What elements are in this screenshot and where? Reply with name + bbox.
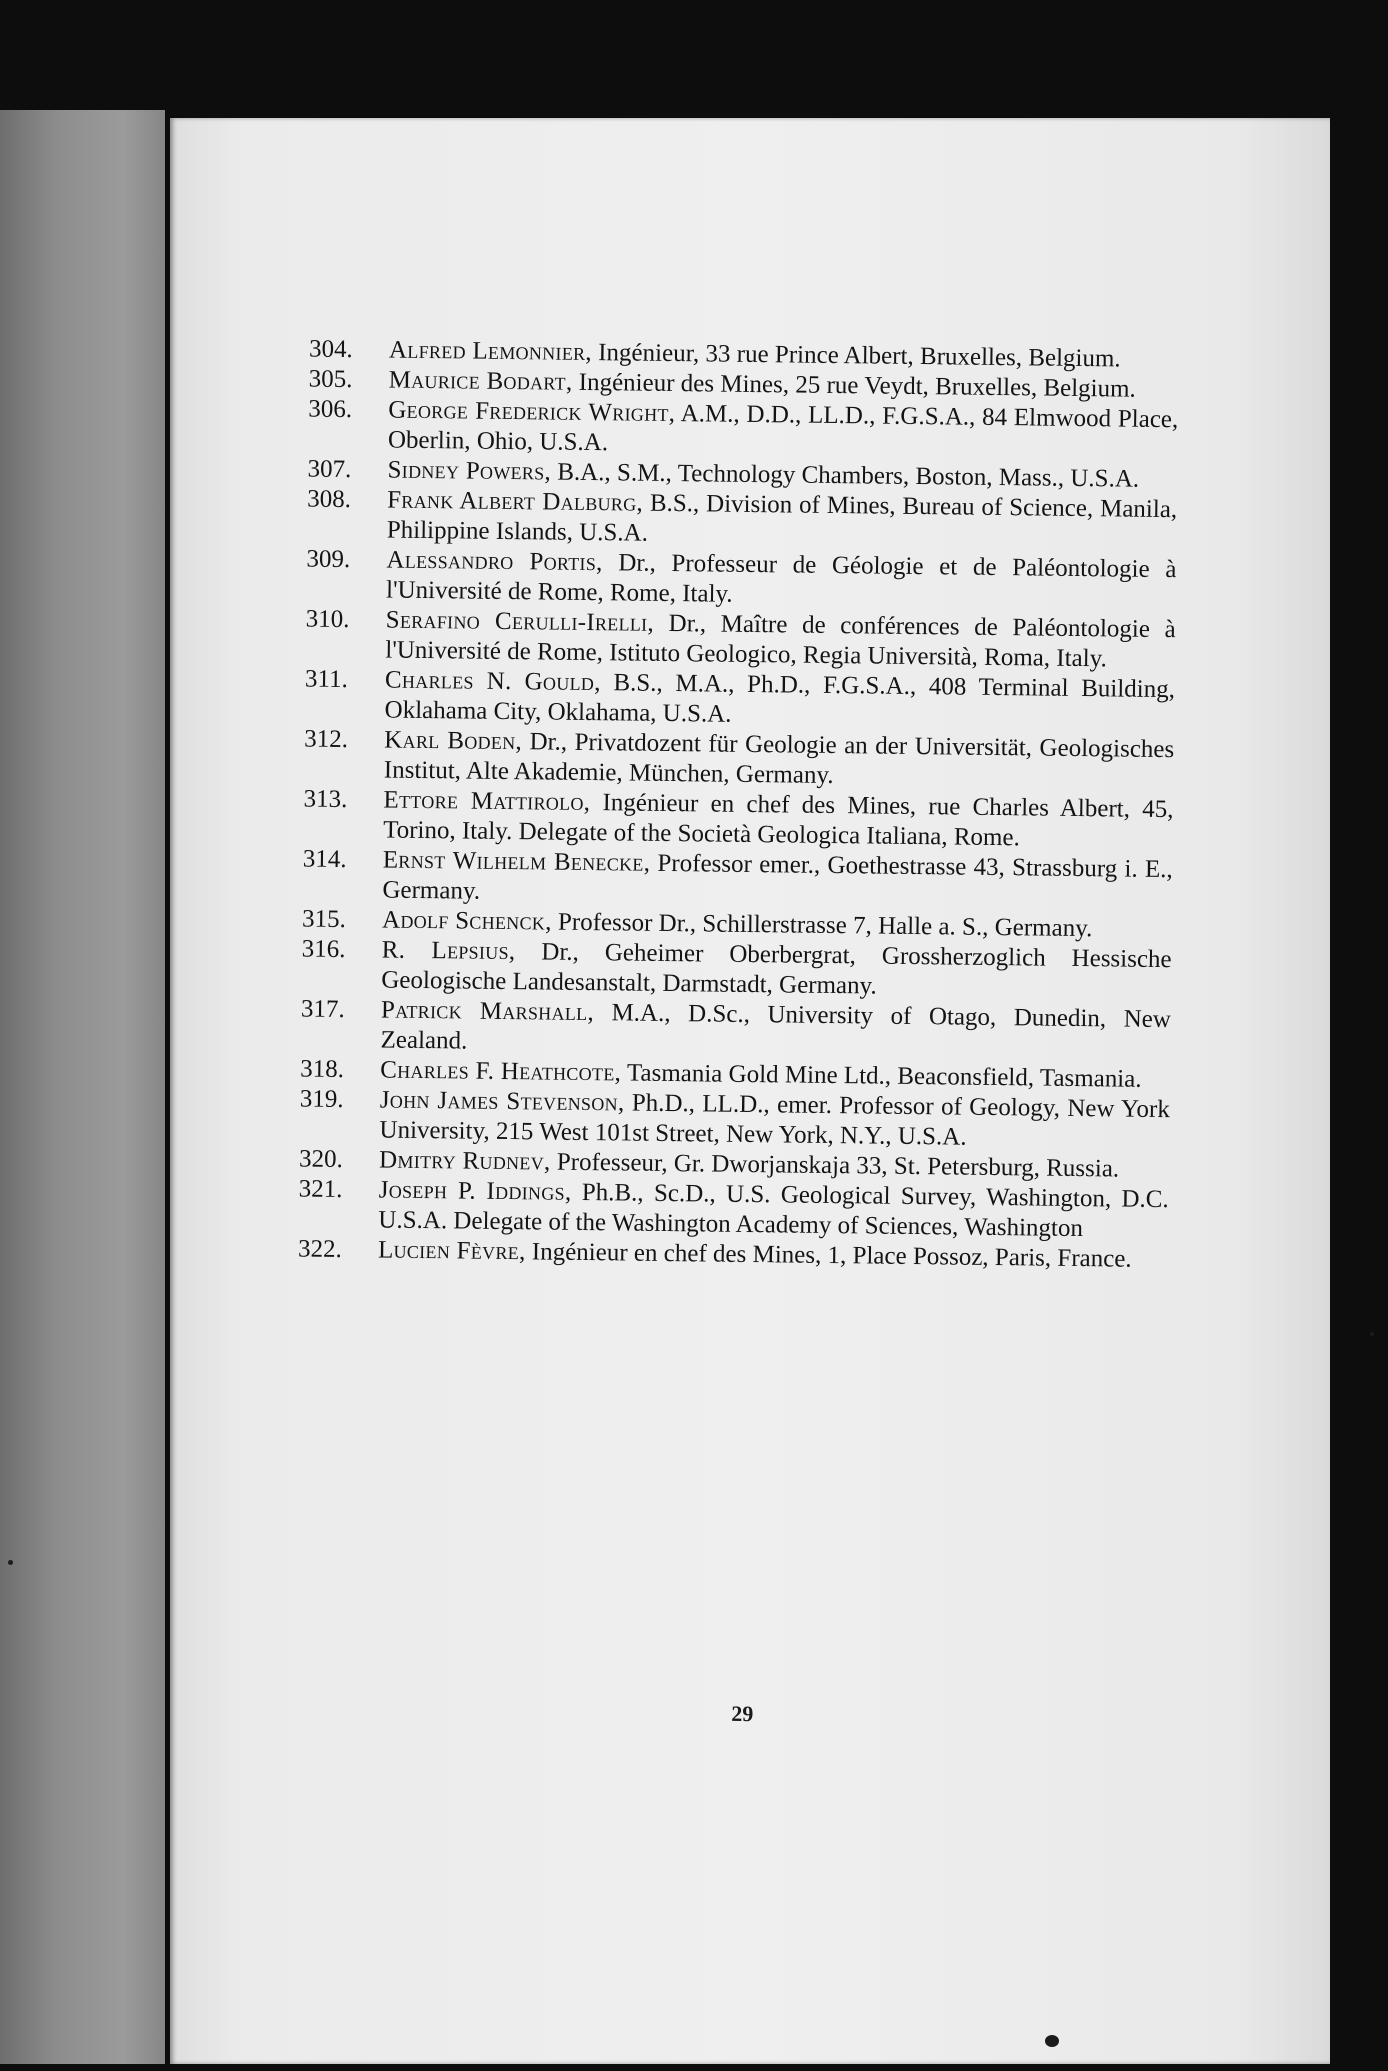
scan-speck — [1370, 1332, 1374, 1336]
member-name: Sidney Powers, — [387, 456, 552, 486]
member-name: Ernst Wilhelm Benecke, — [382, 846, 651, 877]
entry-body — [381, 935, 1172, 1005]
entry-number: 308. — [307, 485, 352, 514]
entry-number: 319. — [299, 1085, 344, 1114]
list-item — [305, 605, 1176, 676]
member-name: Lucien Fèvre, — [377, 1236, 526, 1266]
entry-number: 304. — [308, 335, 353, 364]
entry-body — [386, 546, 1177, 616]
member-name: George Frederick Wright, — [388, 396, 676, 428]
member-details: Tasmania Gold Mine Ltd., Beaconsfield, Tasmania. — [620, 1059, 1142, 1093]
member-name: Charles F. Heathcote, — [380, 1056, 622, 1087]
member-name: Frank Albert Dalburg, — [387, 486, 644, 517]
list-item — [307, 485, 1178, 556]
member-name: Karl Boden, — [384, 726, 523, 756]
page-content — [158, 111, 1342, 2071]
member-details: Professeur, Gr. Dworjanskaja 33, St. Petersburg, Russia. — [550, 1148, 1120, 1183]
entry-number: 307. — [307, 455, 352, 484]
entry-number: 316. — [301, 935, 346, 964]
page-number: 29 — [731, 1700, 754, 1727]
entry-body — [384, 666, 1175, 736]
member-name: Ettore Mattirolo, — [383, 786, 591, 817]
member-details: A.M., D.D., LL.D., F.G.S.A., 84 Elmwood Place, Oberlin, Ohio, U.S.A. — [387, 400, 1179, 457]
member-name: Dmitry Rudnev, — [378, 1146, 551, 1176]
list-item — [304, 725, 1175, 796]
entry-body — [379, 1085, 1170, 1155]
entry-body — [380, 995, 1171, 1065]
member-details: Dr., Maître de conférences de Paléontologie à l'Université de Rome, Istituto Geologico, Regia Università, Roma, Italy. — [385, 609, 1176, 673]
member-details: Ph.D., LL.D., emer. Professor of Geology, New York University, 215 West 101st Street, New York, N.Y., U.S.A. — [379, 1089, 1170, 1151]
list-item — [303, 785, 1174, 856]
member-name: Alfred Lemonnier, — [388, 336, 593, 367]
member-details: Ingénieur en chef des Mines, 1, Place Possoz, Paris, France. — [525, 1238, 1132, 1273]
entry-body — [383, 786, 1174, 856]
member-details: Ingénieur en chef des Mines, rue Charles Albert, 45, Torino, Italy. Delegate of the Società Geologica Italiana, Rome. — [382, 789, 1174, 852]
member-list — [298, 335, 1179, 1276]
entry-number: 315. — [301, 905, 346, 934]
member-name: R. Lepsius, — [381, 936, 516, 966]
entry-body — [378, 1175, 1169, 1245]
member-details: M.A., D.Sc., University of Otago, Dunedin, New Zealand. — [380, 999, 1172, 1055]
entry-number: 311. — [304, 665, 348, 694]
list-item — [301, 935, 1172, 1006]
list-item — [308, 395, 1179, 466]
scan-speck — [8, 1560, 13, 1565]
entry-number: 318. — [300, 1055, 345, 1084]
list-item — [306, 545, 1177, 616]
facing-page-edge — [0, 110, 165, 2064]
member-details: B.S., Division of Mines, Bureau of Science, Manila, Philippine Islands, U.S.A. — [386, 489, 1178, 547]
entry-body — [385, 606, 1176, 676]
entry-number: 312. — [304, 725, 349, 754]
member-name: Maurice Bodart, — [388, 366, 573, 396]
member-name: Adolf Schenck, — [381, 906, 552, 936]
list-item — [299, 1085, 1170, 1156]
entry-number: 314. — [302, 845, 347, 874]
member-details: Professor Dr., Schillerstrasse 7, Halle a. S., Germany. — [551, 908, 1093, 943]
member-details: Ph.B., Sc.D., U.S. Geological Survey, Washington, D.C. U.S.A. Delegate of the Washington Academy of Sciences, Washington — [378, 1178, 1169, 1243]
entry-body — [384, 726, 1175, 796]
member-name: Charles N. Gould, — [384, 666, 601, 697]
entry-number: 313. — [303, 785, 348, 814]
entry-body — [382, 845, 1173, 915]
entry-number: 309. — [306, 545, 351, 574]
list-item — [298, 1174, 1169, 1245]
entry-number: 321. — [298, 1175, 343, 1204]
entry-body — [388, 396, 1179, 466]
member-details: Dr., Geheimer Oberbergrat, Grossherzoglich Hessische Geologische Landesanstalt, Darmstadt, Germany. — [381, 938, 1172, 1000]
member-details: Dr., Privatdozent für Geologie an der Universität, Geologisches Institut, Alte Akademie, München, Germany. — [383, 728, 1175, 789]
member-details: Ingénieur des Mines, 25 rue Veydt, Bruxelles, Belgium. — [572, 368, 1136, 403]
member-name: John James Stevenson, — [379, 1086, 625, 1117]
entry-number: 317. — [300, 995, 345, 1024]
member-name: Serafino Cerulli-Irelli, — [385, 606, 655, 637]
book-page — [170, 118, 1330, 2064]
scan-speck — [1045, 2035, 1059, 2047]
member-details: Professor emer., Goethestrasse 43, Strassburg i. E., Germany. — [382, 849, 1173, 905]
entry-number: 306. — [308, 395, 353, 424]
member-details: Dr., Professeur de Géologie et de Paléontologie à l'Université de Rome, Rome, Italy. — [385, 549, 1177, 608]
entry-number: 320. — [298, 1145, 344, 1174]
member-details: B.A., S.M., Technology Chambers, Boston, Mass., U.S.A. — [550, 458, 1140, 493]
list-item — [304, 665, 1175, 736]
entry-number: 310. — [305, 605, 350, 634]
list-item — [302, 845, 1173, 916]
entry-number: 322. — [297, 1235, 342, 1264]
member-name: Alessandro Portis, — [386, 546, 603, 577]
member-name: Joseph P. Iddings, — [378, 1176, 572, 1206]
member-details: Ingénieur, 33 rue Prince Albert, Bruxelles, Belgium. — [591, 339, 1121, 373]
entry-number: 305. — [308, 365, 353, 394]
list-item — [300, 995, 1171, 1066]
member-name: Patrick Marshall, — [380, 996, 595, 1027]
entry-body — [387, 486, 1178, 556]
member-details: B.S., M.A., Ph.D., F.G.S.A., 408 Terminal Building, Oklahama City, Oklahama, U.S.A. — [384, 669, 1176, 728]
